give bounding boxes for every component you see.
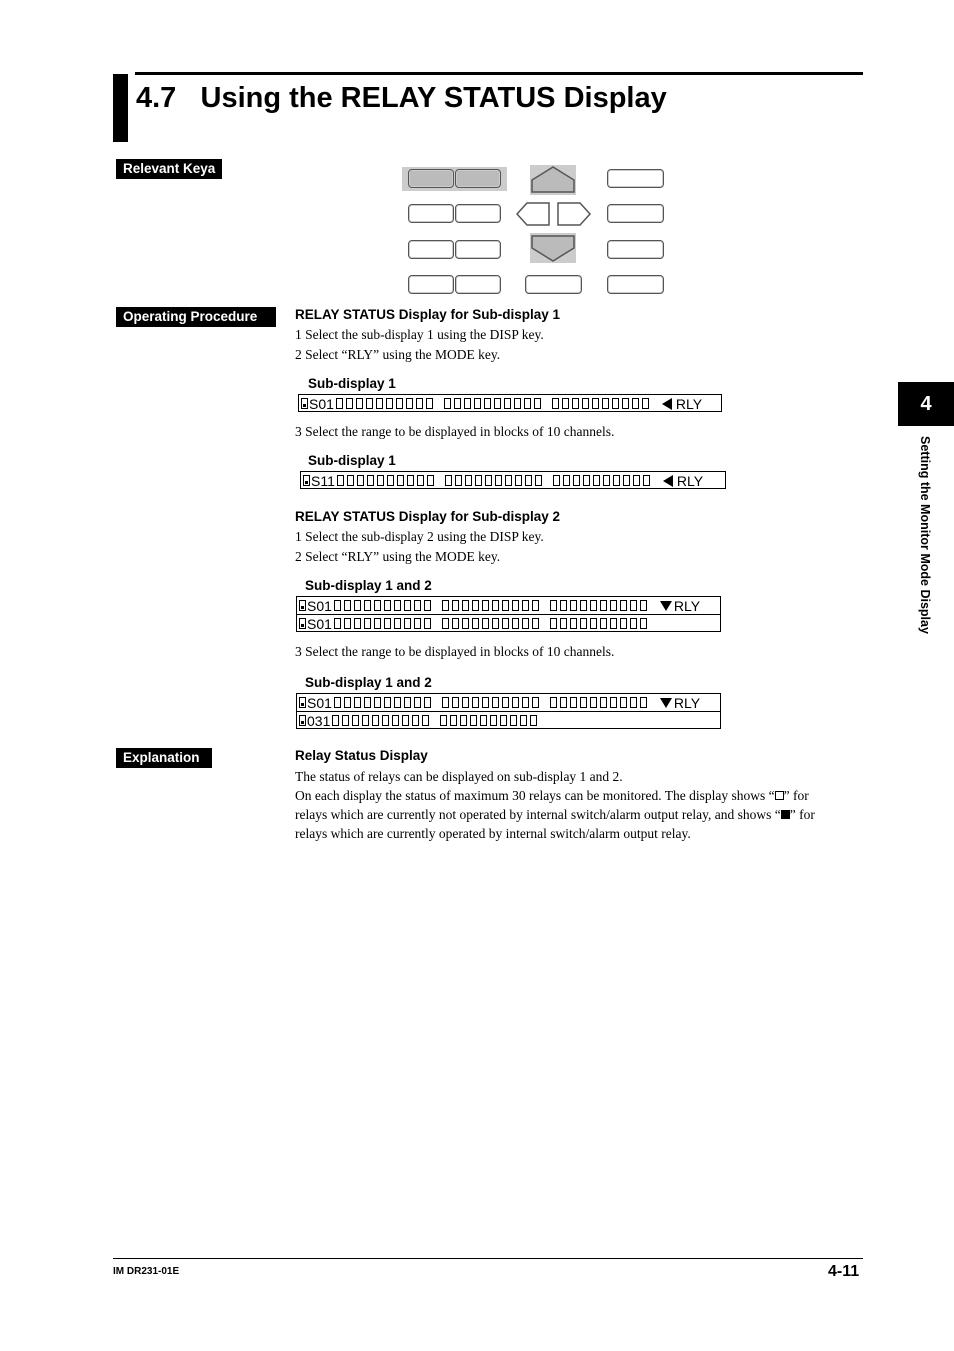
relay-square	[362, 715, 369, 726]
relay-square	[342, 715, 349, 726]
relay-square	[630, 618, 637, 629]
relay-square	[613, 475, 620, 486]
relay-square	[583, 475, 590, 486]
relay-group	[440, 715, 540, 726]
relay-square	[484, 398, 491, 409]
lcd-prefix: S11	[311, 472, 335, 489]
title-rule	[135, 72, 863, 75]
relay-square	[600, 697, 607, 708]
relay-square	[344, 600, 351, 611]
relay-square	[563, 475, 570, 486]
relay-square	[500, 715, 507, 726]
footer-doc-id: IM DR231-01E	[113, 1266, 180, 1277]
relay-square	[610, 618, 617, 629]
relay-square	[643, 475, 650, 486]
relay-square	[642, 398, 649, 409]
display-indicator-icon	[299, 715, 306, 726]
relevant-keys-label: Relevant Keya	[116, 159, 222, 179]
key-r4c2	[455, 275, 501, 294]
lcd-prefix: S01	[307, 597, 332, 614]
relay-square	[622, 398, 629, 409]
relay-square	[376, 398, 383, 409]
relay-square	[610, 600, 617, 611]
relay-square	[422, 715, 429, 726]
relay-group	[332, 715, 432, 726]
relay-square	[573, 475, 580, 486]
relay-square	[633, 475, 640, 486]
relay-square	[354, 600, 361, 611]
key-r3c1	[408, 240, 454, 259]
relay-square	[495, 475, 502, 486]
key-r4c3	[525, 275, 582, 294]
relay-square	[472, 618, 479, 629]
relay-square	[515, 475, 522, 486]
relay-square	[404, 697, 411, 708]
relay-group	[334, 618, 434, 629]
relay-square	[522, 600, 529, 611]
text: ” for	[789, 807, 815, 822]
display1b-caption: Sub-display 1	[308, 453, 396, 468]
relay-square	[397, 475, 404, 486]
text: ” for	[783, 788, 809, 803]
relay-square	[440, 715, 447, 726]
chapter-title-text: Setting the Monitor Mode Display	[918, 436, 932, 634]
disp-key	[408, 169, 454, 188]
relay-square	[450, 715, 457, 726]
left-triangle-icon	[663, 475, 673, 487]
relay-square	[424, 618, 431, 629]
relay-square	[492, 618, 499, 629]
relay-square	[494, 398, 501, 409]
key-r2c4	[607, 204, 664, 223]
relay-square	[414, 618, 421, 629]
relay-square	[464, 398, 471, 409]
relay-group	[442, 618, 542, 629]
relay-square	[384, 697, 391, 708]
relay-slots	[334, 600, 658, 611]
section1-heading: RELAY STATUS Display for Sub-display 1	[295, 307, 561, 322]
relay-square	[525, 475, 532, 486]
relay-square	[620, 600, 627, 611]
key-r4c1	[408, 275, 454, 294]
relay-square	[505, 475, 512, 486]
relay-square	[454, 398, 461, 409]
relay-square	[600, 618, 607, 629]
explanation-label: Explanation	[116, 748, 212, 768]
section2-step2: 2 Select “RLY” using the MODE key.	[295, 549, 501, 564]
relay-slots	[332, 715, 548, 726]
relay-group	[445, 475, 545, 486]
relay-square	[347, 475, 354, 486]
relay-square	[404, 618, 411, 629]
left-triangle-icon	[662, 398, 672, 410]
relay-square	[592, 398, 599, 409]
relay-square	[502, 618, 509, 629]
lcd-subdisplay1-b	[300, 471, 726, 489]
key-r2c1	[408, 204, 454, 223]
down-triangle-icon	[660, 601, 672, 611]
relay-square	[452, 600, 459, 611]
relay-square	[590, 600, 597, 611]
relay-square	[414, 697, 421, 708]
relay-group	[550, 618, 650, 629]
relay-group	[442, 600, 542, 611]
relay-square	[512, 697, 519, 708]
relay-square	[384, 600, 391, 611]
relay-square	[552, 398, 559, 409]
relay-square	[334, 697, 341, 708]
lcd-subdisplay2-a	[296, 596, 721, 632]
lcd-row	[297, 615, 720, 632]
relay-square	[426, 398, 433, 409]
relay-group	[550, 697, 650, 708]
relay-square	[530, 715, 537, 726]
relay-square	[462, 600, 469, 611]
relay-square	[570, 618, 577, 629]
relay-group	[552, 398, 652, 409]
relay-square	[593, 475, 600, 486]
relay-square	[550, 697, 557, 708]
relay-square	[560, 618, 567, 629]
relay-square	[482, 618, 489, 629]
lcd-mode: RLY	[673, 597, 701, 614]
relay-square	[550, 600, 557, 611]
relay-slots	[336, 398, 660, 409]
relay-square	[416, 398, 423, 409]
relay-square	[442, 697, 449, 708]
mode-key	[455, 169, 501, 188]
relay-square	[560, 600, 567, 611]
footer-rule	[113, 1258, 863, 1259]
display-indicator-icon	[299, 697, 306, 708]
filled-square-icon	[781, 810, 790, 819]
key-r4c4	[607, 275, 664, 294]
relay-square	[334, 618, 341, 629]
relay-slots	[334, 697, 658, 708]
relay-square	[560, 697, 567, 708]
relay-square	[352, 715, 359, 726]
relay-square	[455, 475, 462, 486]
relay-square	[406, 398, 413, 409]
relay-square	[344, 618, 351, 629]
relay-square	[472, 600, 479, 611]
relay-square	[640, 618, 647, 629]
relay-square	[490, 715, 497, 726]
relay-square	[602, 398, 609, 409]
relay-square	[354, 697, 361, 708]
relay-group	[442, 697, 542, 708]
relay-square	[417, 475, 424, 486]
lcd-subdisplay2-b	[296, 693, 721, 729]
relay-square	[387, 475, 394, 486]
lcd-mode: RLY	[673, 694, 701, 711]
lcd-row	[301, 472, 725, 489]
relay-square	[372, 715, 379, 726]
section-number: 4.7	[136, 82, 177, 114]
lcd-prefix: S01	[307, 615, 332, 632]
open-square-icon	[775, 791, 784, 800]
key-r3c2	[455, 240, 501, 259]
relay-square	[470, 715, 477, 726]
relay-square	[532, 697, 539, 708]
relay-square	[475, 475, 482, 486]
relay-square	[553, 475, 560, 486]
lcd-subdisplay1-a	[298, 394, 722, 412]
relay-square	[424, 600, 431, 611]
relay-square	[392, 715, 399, 726]
explanation-heading: Relay Status Display	[295, 748, 428, 763]
relay-square	[524, 398, 531, 409]
relay-group	[336, 398, 436, 409]
display-indicator-icon	[301, 398, 308, 409]
lcd-row	[297, 597, 720, 615]
relay-square	[630, 600, 637, 611]
relay-square	[364, 618, 371, 629]
relay-square	[424, 697, 431, 708]
section1-step3: 3 Select the range to be displayed in blocks of 10 channels.	[295, 424, 615, 439]
display1a-caption: Sub-display 1	[308, 376, 396, 391]
relay-square	[590, 618, 597, 629]
relay-group	[334, 600, 434, 611]
relay-square	[402, 715, 409, 726]
relay-square	[442, 600, 449, 611]
relay-square	[630, 697, 637, 708]
relay-square	[374, 697, 381, 708]
relay-group	[337, 475, 437, 486]
relay-square	[407, 475, 414, 486]
relay-square	[482, 697, 489, 708]
section2-heading: RELAY STATUS Display for Sub-display 2	[295, 509, 561, 524]
relay-square	[366, 398, 373, 409]
operating-procedure-label: Operating Procedure	[116, 307, 276, 327]
relay-square	[485, 475, 492, 486]
section1-step2: 2 Select “RLY” using the MODE key.	[295, 347, 501, 362]
lcd-row	[297, 712, 720, 729]
chapter-tab: 4	[898, 382, 954, 426]
right-arrow-key-icon	[556, 201, 592, 227]
section-title: Using the RELAY STATUS Display	[200, 82, 667, 114]
relay-square	[534, 398, 541, 409]
relay-square	[570, 697, 577, 708]
left-arrow-key-icon	[515, 201, 551, 227]
relay-square	[504, 398, 511, 409]
lcd-row	[299, 395, 721, 412]
title-bar	[113, 74, 128, 142]
relay-square	[572, 398, 579, 409]
relay-square	[452, 697, 459, 708]
relay-square	[374, 618, 381, 629]
relay-square	[414, 600, 421, 611]
display-indicator-icon	[299, 618, 306, 629]
key-r3c4	[607, 240, 664, 259]
display2a-caption: Sub-display 1 and 2	[305, 578, 432, 593]
relay-square	[532, 618, 539, 629]
relay-square	[460, 715, 467, 726]
relay-square	[610, 697, 617, 708]
display2b-caption: Sub-display 1 and 2	[305, 675, 432, 690]
chapter-side-title	[914, 436, 934, 676]
lcd-mode: RLY	[675, 395, 703, 412]
relay-square	[580, 697, 587, 708]
relay-square	[334, 600, 341, 611]
lcd-prefix: S01	[309, 395, 334, 412]
relay-square	[492, 697, 499, 708]
explanation-line1: The status of relays can be displayed on sub-display 1 and 2.	[295, 769, 623, 784]
display-indicator-icon	[303, 475, 310, 486]
relay-square	[512, 618, 519, 629]
relay-square	[550, 618, 557, 629]
lcd-prefix: S01	[307, 694, 332, 711]
page-title	[136, 82, 667, 115]
relay-square	[346, 398, 353, 409]
relay-group	[553, 475, 653, 486]
section2-step1: 1 Select the sub-display 2 using the DISP key.	[295, 529, 544, 544]
relay-square	[374, 600, 381, 611]
relay-square	[640, 697, 647, 708]
relay-square	[382, 715, 389, 726]
relay-square	[462, 618, 469, 629]
lcd-prefix: 031	[307, 712, 331, 729]
relay-square	[620, 697, 627, 708]
relay-square	[386, 398, 393, 409]
relay-square	[452, 618, 459, 629]
explanation-line2	[295, 786, 809, 805]
relay-square	[580, 600, 587, 611]
relay-square	[482, 600, 489, 611]
relay-group	[550, 600, 650, 611]
relay-square	[336, 398, 343, 409]
relay-square	[445, 475, 452, 486]
relay-square	[502, 600, 509, 611]
down-arrow-key-icon	[530, 233, 576, 263]
lcd-mode: RLY	[676, 472, 704, 489]
relay-square	[590, 697, 597, 708]
page-number: 4-11	[828, 1263, 860, 1280]
relay-square	[394, 600, 401, 611]
text: relays which are currently not operated by internal switch/alarm output relay, and shows “	[295, 807, 781, 822]
section2-step3: 3 Select the range to be displayed in blocks of 10 channels.	[295, 644, 615, 659]
relay-square	[474, 398, 481, 409]
relay-square	[532, 600, 539, 611]
relay-square	[442, 618, 449, 629]
text: On each display the status of maximum 30 relays can be monitored. The display shows “	[295, 788, 775, 803]
relay-square	[632, 398, 639, 409]
relay-square	[480, 715, 487, 726]
relay-square	[520, 715, 527, 726]
relay-square	[364, 600, 371, 611]
relay-square	[364, 697, 371, 708]
up-arrow-key-icon	[530, 165, 576, 195]
relay-square	[354, 618, 361, 629]
key-r1c4	[607, 169, 664, 188]
relay-square	[412, 715, 419, 726]
relay-square	[612, 398, 619, 409]
explanation-line3	[295, 805, 815, 824]
relay-square	[384, 618, 391, 629]
section1-step1: 1 Select the sub-display 1 using the DISP key.	[295, 327, 544, 342]
relay-square	[444, 398, 451, 409]
key-r2c2	[455, 204, 501, 223]
relay-square	[396, 398, 403, 409]
relay-slots	[334, 618, 658, 629]
relay-square	[357, 475, 364, 486]
relay-square	[492, 600, 499, 611]
relay-square	[367, 475, 374, 486]
down-triangle-icon	[660, 698, 672, 708]
relay-square	[404, 600, 411, 611]
lcd-row	[297, 694, 720, 712]
relay-square	[377, 475, 384, 486]
relay-group	[444, 398, 544, 409]
relay-slots	[337, 475, 661, 486]
relay-square	[344, 697, 351, 708]
relay-square	[580, 618, 587, 629]
relay-square	[394, 697, 401, 708]
relay-square	[510, 715, 517, 726]
relay-square	[522, 697, 529, 708]
relay-square	[462, 697, 469, 708]
relay-square	[570, 600, 577, 611]
relay-square	[394, 618, 401, 629]
relay-square	[514, 398, 521, 409]
relay-square	[472, 697, 479, 708]
relay-square	[535, 475, 542, 486]
relay-square	[562, 398, 569, 409]
relay-square	[620, 618, 627, 629]
relay-square	[640, 600, 647, 611]
relay-square	[582, 398, 589, 409]
relay-square	[603, 475, 610, 486]
relay-square	[332, 715, 339, 726]
relay-square	[465, 475, 472, 486]
relay-square	[427, 475, 434, 486]
relay-square	[356, 398, 363, 409]
display-indicator-icon	[299, 600, 306, 611]
relay-square	[337, 475, 344, 486]
relay-square	[600, 600, 607, 611]
relay-group	[334, 697, 434, 708]
relay-square	[623, 475, 630, 486]
relay-square	[522, 618, 529, 629]
explanation-line4: relays which are currently operated by internal switch/alarm output relay.	[295, 826, 691, 841]
relay-square	[502, 697, 509, 708]
relay-square	[512, 600, 519, 611]
